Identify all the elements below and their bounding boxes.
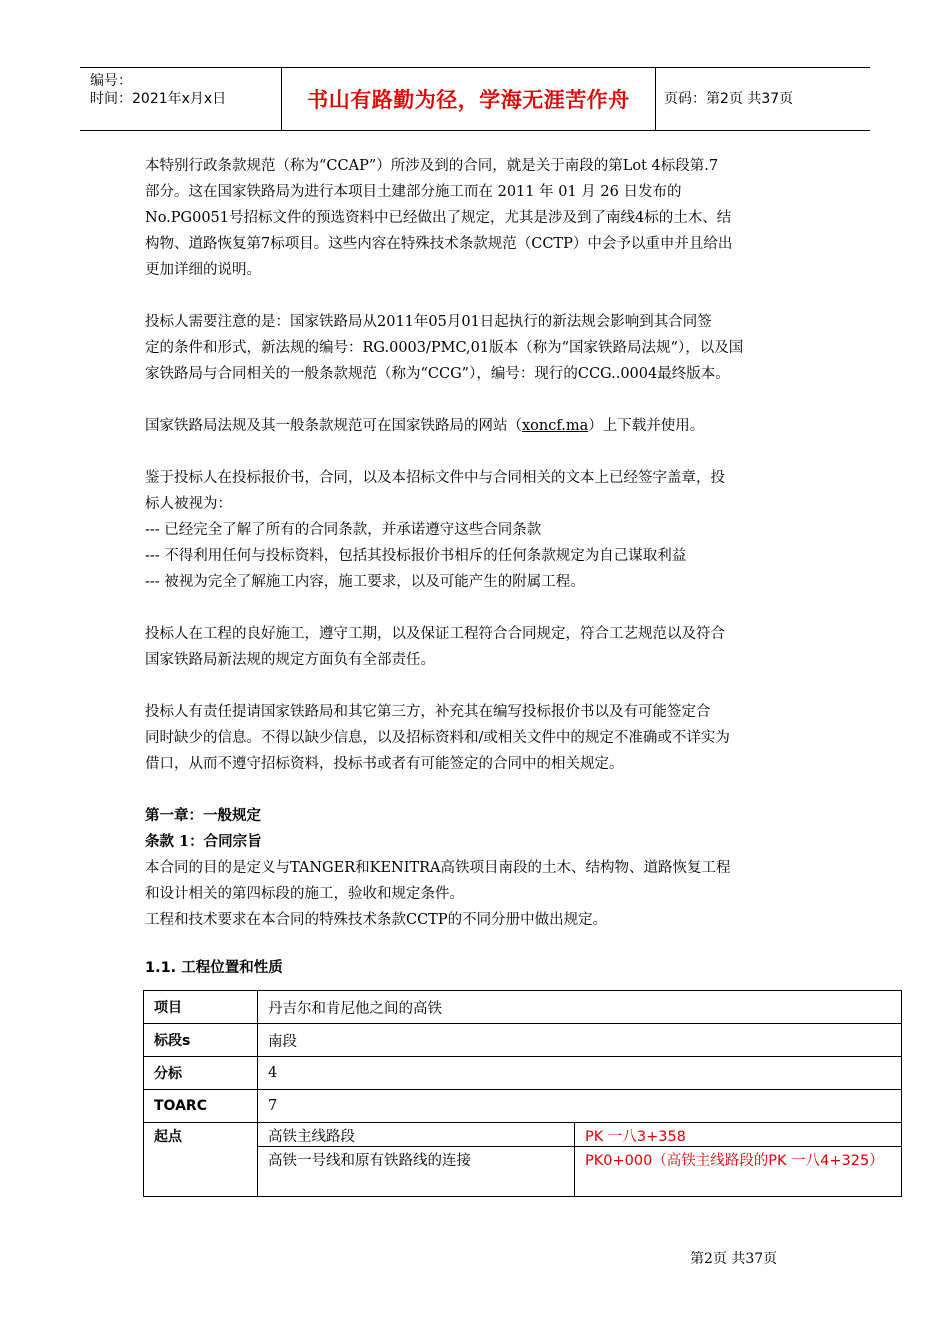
header-motto: 书山有路勤为径，学海无涯苦作舟 [281, 68, 656, 130]
table-row [144, 1147, 902, 1197]
table-row [144, 1090, 902, 1123]
page-header [80, 67, 870, 131]
text-segment: 国家铁路局法规及其一般条款规范可在国家铁路局的网站（ [145, 418, 522, 434]
list-item: --- 不得利用任何与投标资料，包括其投标报价书相斥的任何条款规定为自己谋取利益 [145, 548, 687, 564]
table-key: TOARC [144, 1090, 258, 1123]
table-key: 标段s [144, 1024, 258, 1057]
table-key: 分标 [144, 1057, 258, 1090]
text-line: No.PG0051号招标文件的预选资料中已经做出了规定，尤其是涉及到了南线4标的土木、结 [145, 210, 732, 226]
text-line: 鉴于投标人在投标报价书，合同，以及本招标文件中与合同相关的文本上已经签字盖章，投 [145, 470, 725, 486]
text-line: 定的条件和形式，新法规的编号：RG.0003/PMC,01版本（称为“国家铁路局法规“），以及国 [145, 340, 744, 356]
text-line: 投标人有责任提请国家铁路局和其它第三方，补充其在编写投标报价书以及有可能签定合 [145, 704, 711, 720]
list-item: --- 被视为完全了解施工内容，施工要求，以及可能产生的附属工程。 [145, 574, 585, 590]
text-line: 家铁路局与合同相关的一般条款规范（称为“CCG”），编号：现行的CCG..0004最终版本。 [145, 366, 730, 382]
text-line: 本特别行政条款规范（称为“CCAP”）所涉及到的合同，就是关于南段的第Lot 4标段第.7 [145, 158, 719, 174]
table-value: PK 一八3+358 [575, 1123, 902, 1147]
intro-paragraph-4 [145, 465, 810, 595]
intro-paragraph-3 [145, 413, 810, 439]
document-body [145, 153, 810, 933]
table-value: 丹吉尔和肯尼他之间的高铁 [258, 991, 902, 1024]
text-line: 构物、道路恢复第7标项目。这些内容在特殊技术条款规范（CCTP）中会予以重申并且给出 [145, 236, 733, 252]
page-footer: 第2页 共37页 [690, 1251, 778, 1267]
text-line: 投标人需要注意的是：国家铁路局从2011年05月01日起执行的新法规会影响到其合同签 [145, 314, 712, 330]
table-row [144, 991, 902, 1024]
text-line: 工程和技术要求在本合同的特殊技术条款CCTP的不同分册中做出规定。 [145, 912, 608, 928]
table-subkey: 高铁主线路段 [258, 1123, 575, 1147]
table-subkey: 高铁一号线和原有铁路线的连接 [258, 1147, 575, 1197]
header-number: 编号： [90, 73, 132, 89]
table-row [144, 1057, 902, 1090]
project-info-table [143, 990, 902, 1197]
text-line: 借口，从而不遵守招标资料，投标书或者有可能签定的合同中的相关规定。 [145, 756, 624, 772]
intro-paragraph-1 [145, 153, 810, 283]
header-time: 时间：2021年x月x日 [90, 91, 227, 107]
intro-paragraph-2 [145, 309, 810, 387]
list-item: --- 已经完全了解了所有的合同条款，并承诺遵守这些合同条款 [145, 522, 542, 538]
text-line: 和设计相关的第四标段的施工，验收和规定条件。 [145, 886, 464, 902]
table-value: 4 [258, 1057, 902, 1090]
intro-paragraph-6 [145, 699, 810, 777]
table-key: 起点 [144, 1123, 258, 1197]
table-row [144, 1024, 902, 1057]
clause-title: 条款 1：合同宗旨 [145, 833, 262, 850]
text-line: 更加详细的说明。 [145, 262, 261, 278]
table-row [144, 1123, 902, 1147]
table-value: 7 [258, 1090, 902, 1123]
section-title: 1.1. 工程位置和性质 [145, 960, 283, 976]
table-value: PK0+000（高铁主线路段的PK 一八4+325） [575, 1147, 902, 1197]
text-line: 同时缺少的信息。不得以缺少信息，以及招标资料和/或相关文件中的规定不准确或不详实为 [145, 730, 730, 746]
text-line: 投标人在工程的良好施工，遵守工期，以及保证工程符合合同规定，符合工艺规范以及符合 [145, 626, 725, 642]
table-key: 项目 [144, 991, 258, 1024]
website-link[interactable]: xoncf.ma [522, 418, 589, 434]
intro-paragraph-5 [145, 621, 810, 673]
text-line: 本合同的目的是定义与TANGER和KENITRA高铁项目南段的土木、结构物、道路恢复工程 [145, 860, 731, 876]
text-line: 标人被视为： [145, 496, 232, 512]
header-meta [90, 72, 285, 108]
table-value: 南段 [258, 1024, 902, 1057]
chapter-block [145, 803, 810, 933]
text-segment: ）上下载并使用。 [588, 418, 705, 434]
header-page-number: 页码：第2页 共37页 [664, 91, 794, 107]
text-line: 国家铁路局新法规的规定方面负有全部责任。 [145, 652, 435, 668]
text-line: 部分。这在国家铁路局为进行本项目土建部分施工而在 2011 年 01 月 26 日发布的 [145, 184, 682, 200]
chapter-title: 第一章：一般规定 [145, 807, 261, 824]
